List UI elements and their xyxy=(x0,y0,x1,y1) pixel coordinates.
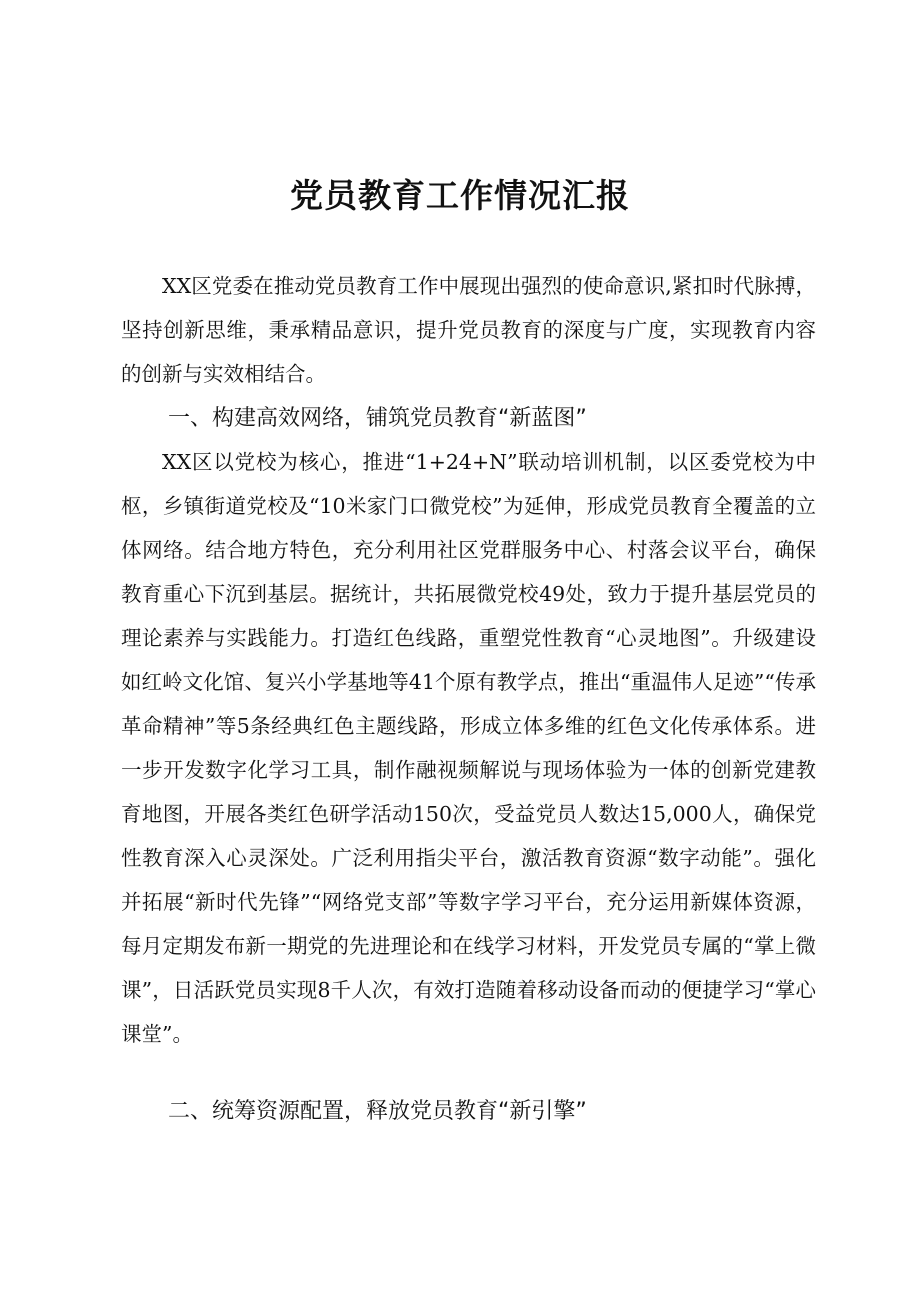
section-2-heading: 二、统筹资源配置，释放党员教育“新引擎” xyxy=(168,1099,587,1124)
document-title: 党员教育工作情况汇报 xyxy=(290,176,630,215)
intro-paragraph: XX区党委在推动党员教育工作中展现出强烈的使命意识,紧扣时代脉搏，坚持创新思维，秉承精品意识，提升党员教育的深度与广度，实现教育内容的创新与实效相结合。 xyxy=(121,274,816,386)
section-1-heading: 一、构建高效网络，铺筑党员教育“新蓝图” xyxy=(168,406,587,431)
section-1-body: XX区以党校为核心，推进“1+24+N”联动培训机制，以区委党校为中枢，乡镇街道党校及“10米家门口微党校”为延伸，形成党员教育全覆盖的立体网络。结合地方特色，充分利用社区党群服务中心、村落会议平台，确保教育重心下沉到基层。据统计，共拓展微党校49处，致力于提升基层党员的理论素养与实践能力。打造红色线路，重塑党性教育“心灵地图”。升级建设如红岭文化馆、复兴小学基地等41个原有教学点，推出“重温伟人足迹”“传承革命精神”等5条经典红色主题线路，形成立体多维的红色文化传承体系。进一步开发数字化学习工具，制作融视频解说与现场体验为一体的创新党建教育地图，开展各类红色研学活动150次，受益党员人数达15,000人，确保党性教育深入心灵深处。广泛利用指尖平台，激活教育资源“数字动能”。强化并拓展“新时代先锋”“网络党支部”等数字学习平台，充分运用新媒体资源，每月定期发布新一期党的先进理论和在线学习材料，开发党员专属的“掌上微课”，日活跃党员实现8千人次，有效打造随着移动设备而动的便捷学习“掌心课堂”。 xyxy=(121,450,816,1046)
